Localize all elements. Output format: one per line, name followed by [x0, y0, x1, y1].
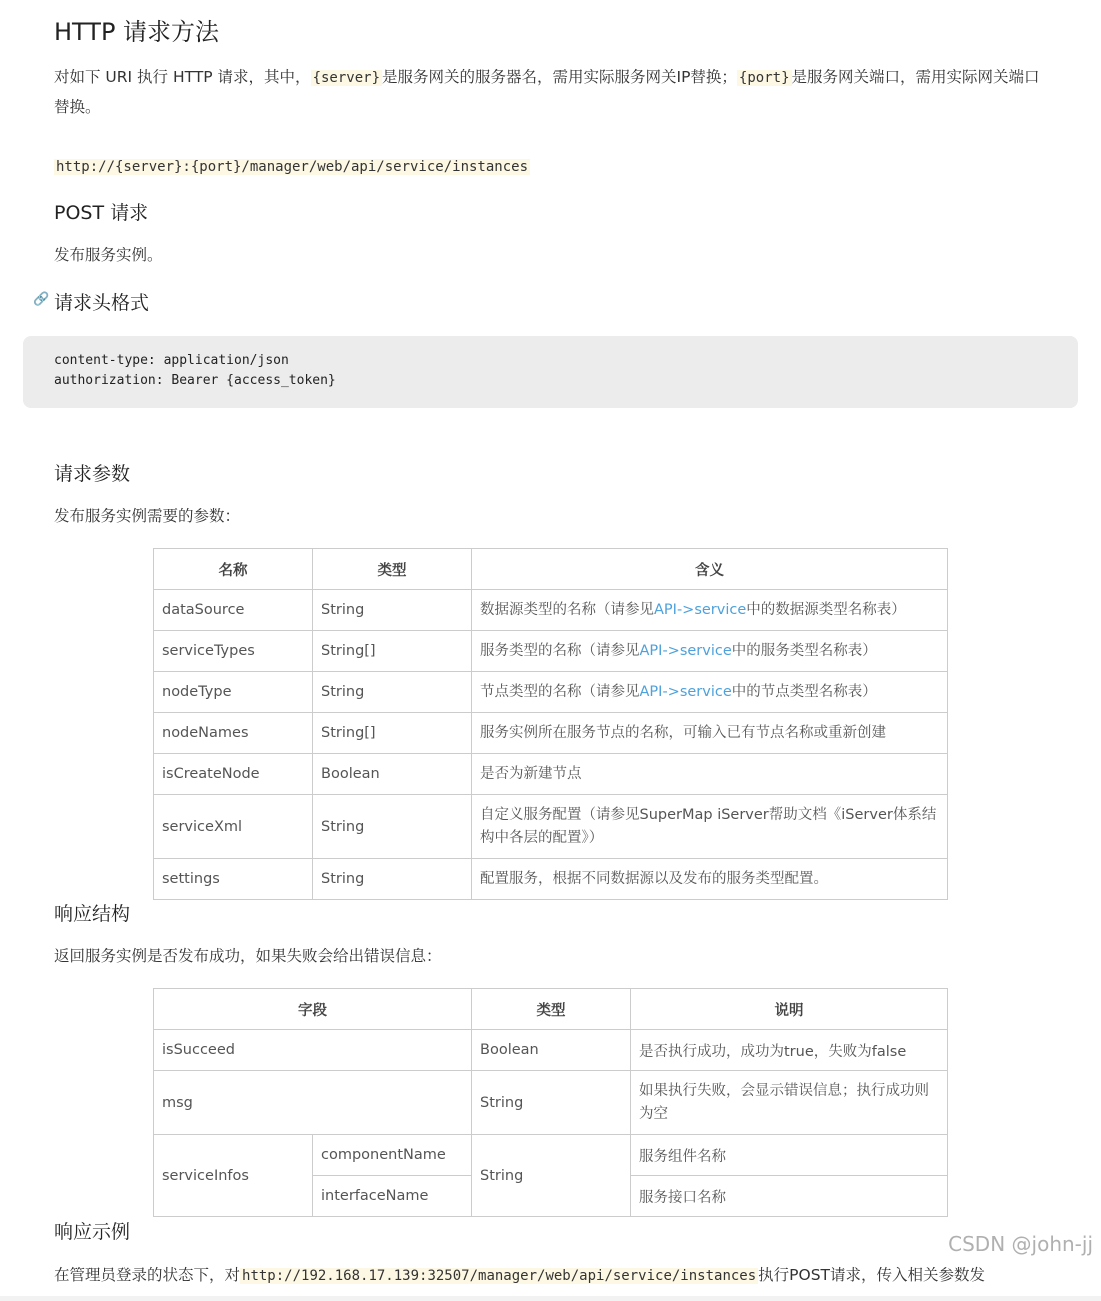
subfield-cell: interfaceName	[313, 1176, 472, 1217]
desc-cell	[472, 590, 948, 631]
desc-text: 服务实例所在服务节点的名称，可输入已有节点名称或重新创建	[480, 724, 886, 741]
table-row	[154, 713, 948, 754]
intro-text: 是服务网关的服务器名，需用实际服务网关IP替换；	[382, 68, 737, 86]
desc-cell	[472, 859, 948, 900]
desc-cell	[472, 713, 948, 754]
type-cell: Boolean	[313, 754, 472, 795]
desc-text: 自定义服务配置（请参见SuperMap iServer帮助文档《iServer体系结构中各层的配置》）	[480, 806, 937, 846]
intro-text: 对如下 URI 执行 HTTP 请求，其中，	[54, 68, 311, 86]
col-header: 含义	[472, 549, 948, 590]
name-cell: dataSource	[154, 590, 313, 631]
table-row	[154, 754, 948, 795]
field-cell: serviceInfos	[154, 1135, 313, 1217]
table-row	[154, 795, 948, 859]
port-code: {port}	[738, 70, 790, 86]
intro-text: 是服务网关端口，需用实际网关端口替换。	[54, 68, 1040, 116]
type-cell: String	[472, 1071, 631, 1135]
desc-cell: 是否执行成功，成功为true，失败为false	[631, 1030, 948, 1071]
type-cell: Boolean	[472, 1030, 631, 1071]
params-desc: 发布服务实例需要的参数：	[54, 507, 241, 525]
table-row	[154, 1030, 948, 1071]
resp-heading: 响应结构	[54, 903, 131, 925]
col-header: 类型	[313, 549, 472, 590]
api-service-link[interactable]: API->service	[639, 642, 732, 659]
desc-text: 中的服务类型名称表）	[731, 642, 877, 659]
uri-paragraph	[54, 152, 530, 182]
type-cell: String	[313, 672, 472, 713]
desc-cell: 服务组件名称	[631, 1135, 948, 1176]
name-cell: isCreateNode	[154, 754, 313, 795]
api-service-link[interactable]: API->service	[639, 683, 732, 700]
desc-cell	[472, 754, 948, 795]
example-text: 执行POST请求，传入相关参数发	[758, 1266, 986, 1284]
api-service-link[interactable]: API->service	[654, 601, 747, 618]
type-cell: String[]	[313, 631, 472, 672]
name-cell: nodeType	[154, 672, 313, 713]
table-row	[154, 1071, 948, 1135]
desc-text: 中的数据源类型名称表）	[746, 601, 906, 618]
table-row	[154, 631, 948, 672]
code-block	[23, 336, 1078, 408]
resp-desc: 返回服务实例是否发布成功，如果失败会给出错误信息：	[54, 947, 442, 965]
example-text: 在管理员登录的状态下，对	[54, 1266, 241, 1284]
col-header: 类型	[472, 989, 631, 1030]
example-paragraph	[54, 1261, 985, 1291]
page-title: HTTP 请求方法	[54, 18, 220, 46]
table-row	[154, 590, 948, 631]
col-header: 说明	[631, 989, 948, 1030]
name-cell: serviceTypes	[154, 631, 313, 672]
server-code: {server}	[312, 70, 380, 86]
type-cell: String	[313, 795, 472, 859]
resp-table	[153, 988, 948, 1217]
desc-text: 配置服务，根据不同数据源以及发布的服务类型配置。	[480, 870, 828, 887]
code-line: content-type: application/json	[54, 353, 289, 368]
example-url-code: http://192.168.17.139:32507/manager/web/api/service/instances	[242, 1268, 757, 1284]
params-table	[153, 548, 948, 900]
field-cell: isSucceed	[154, 1030, 472, 1071]
type-cell: String	[472, 1135, 631, 1217]
field-cell: msg	[154, 1071, 472, 1135]
table-row	[154, 672, 948, 713]
desc-cell	[472, 631, 948, 672]
desc-text: 数据源类型的名称（请参见	[480, 601, 654, 618]
uri-code: http://{server}:{port}/manager/web/api/service/instances	[56, 159, 529, 175]
name-cell: nodeNames	[154, 713, 313, 754]
type-cell: String	[313, 859, 472, 900]
watermark: CSDN @john-jj	[948, 1232, 1093, 1256]
name-cell: settings	[154, 859, 313, 900]
example-heading: 响应示例	[54, 1221, 131, 1243]
desc-text: 节点类型的名称（请参见	[480, 683, 640, 700]
intro-paragraph	[54, 63, 1044, 122]
desc-text: 服务类型的名称（请参见	[480, 642, 640, 659]
col-header: 字段	[154, 989, 472, 1030]
bottom-bar	[0, 1296, 1101, 1301]
type-cell: String[]	[313, 713, 472, 754]
params-heading: 请求参数	[54, 463, 131, 485]
code-line: authorization: Bearer {access_token}	[54, 373, 336, 388]
desc-cell	[472, 672, 948, 713]
desc-text: 中的节点类型名称表）	[731, 683, 877, 700]
table-row	[154, 1135, 948, 1176]
desc-text: 是否为新建节点	[480, 765, 582, 782]
post-heading: POST 请求	[54, 202, 149, 224]
anchor-link-icon[interactable]: 🔗	[33, 292, 50, 307]
name-cell: serviceXml	[154, 795, 313, 859]
type-cell: String	[313, 590, 472, 631]
subfield-cell: componentName	[313, 1135, 472, 1176]
desc-cell: 服务接口名称	[631, 1176, 948, 1217]
col-header: 名称	[154, 549, 313, 590]
post-desc: 发布服务实例。	[54, 246, 163, 264]
header-heading: 请求头格式	[54, 292, 150, 314]
desc-cell	[472, 795, 948, 859]
table-row	[154, 859, 948, 900]
desc-cell: 如果执行失败，会显示错误信息；执行成功则为空	[631, 1071, 948, 1135]
